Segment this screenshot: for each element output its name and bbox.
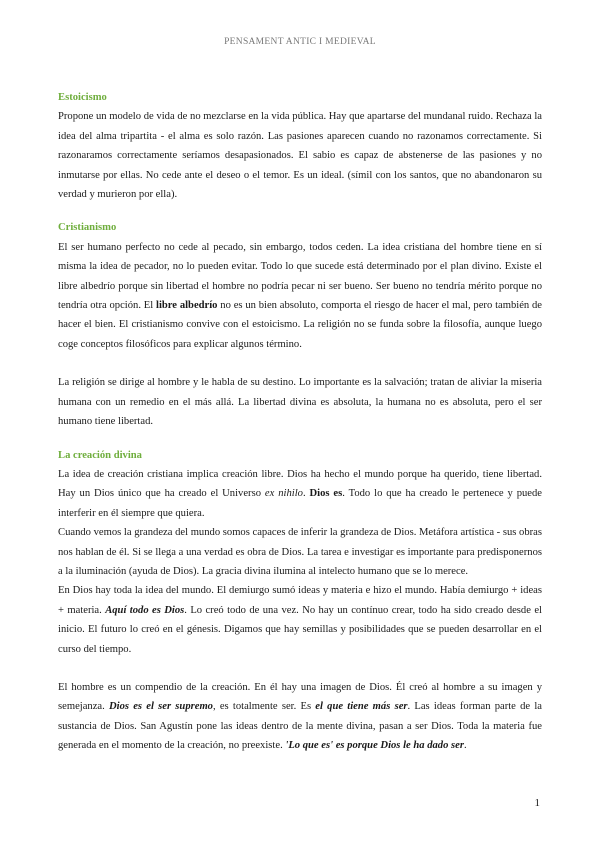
text-run: . xyxy=(464,740,467,752)
text-run: no es un bien absoluto, comporta el riesgo de hacer el mal, pero también de hacer el bien. El cristianismo convive con el estoicismo. La religión no se funda sobre la filosofía, aunque luego coge conceptos filosóficos para explicar algunos término. xyxy=(58,300,542,350)
bold-italic-term-aqui-todo-es-dios: Aquí todo es Dios xyxy=(105,604,185,616)
page-number: 1 xyxy=(534,797,540,809)
bold-italic-quote-lo-que-es: 'Lo que es' es porque Dios le ha dado ser xyxy=(285,740,464,752)
paragraph-creacion-1 xyxy=(58,465,542,523)
text-run: El hombre es un compendio de la creación. En él hay una imagen de Dios. Él creó al hombre a su imagen y semejanza. xyxy=(58,681,542,713)
paragraph-cristianismo-1 xyxy=(58,238,542,354)
document-body xyxy=(58,88,542,756)
bold-italic-term-mas-ser: el que tiene más ser xyxy=(315,701,408,713)
paragraph-creacion-3 xyxy=(58,581,542,659)
bold-italic-term-ser-supremo: Dios es el ser supremo xyxy=(108,701,213,713)
paragraph-creacion-4 xyxy=(58,678,542,756)
text-run: La idea de creación cristiana implica creación libre. Dios ha hecho el mundo porque ha querido, tiene libertad. Hay un Dios único que ha creado el Universo xyxy=(58,468,542,500)
text-run: . Lo creó todo de una vez. No hay un contínuo crear, todo ha sido creado desde el inicio. El futuro lo creó en el génesis. Digamos que hay semillas y posibilidades que se pueden desarrollar en el curso del tiempo. xyxy=(58,604,542,655)
section-heading-cristianismo: Cristianismo xyxy=(58,222,117,234)
page-header: PENSAMENT ANTIC I MEDIEVAL xyxy=(224,37,376,47)
italic-term-ex-nihilo: ex nihilo xyxy=(264,488,303,500)
text-run: El ser humano perfecto no cede al pecado, sin embargo, todos ceden. La idea cristiana del hombre tiene en sí misma la idea de pecador, no lo pueden evitar. Todo lo que sucede está determinado por el plan divino. Existe el libre albedrío porque sin libertad el hombre no podría pecar ni ser bueno. Ser bueno no tendría mérito porque no tendría otra opción. El xyxy=(58,241,542,312)
section-heading-estoicismo: Estoicismo xyxy=(58,92,107,103)
bold-term-dios-es: Dios es xyxy=(309,488,343,500)
text-run: , es totalmente ser. Es xyxy=(212,701,316,713)
paragraph-estoicismo: Propone un modelo de vida de no mezclarse en la vida pública. Hay que apartarse del mundanal ruido. Rechaza la idea del alma tripartita - el alma es solo razón. Las pasiones aparecen cuando no razonamos correctamente. Si razonaramos correctamente seríamos desapasionados. El sabio es capaz de abstenerse de las pasiones y no inmutarse por ellas. No cede ante el deseo o el temor. Es un ideal. (símil con los santos, que no abandonaron su verdad y murieron por ella). xyxy=(58,111,542,201)
bold-term-libre-albedrio: libre albedrío xyxy=(156,300,218,312)
paragraph-cristianismo-2: La religión se dirige al hombre y le habla de su destino. Lo importante es la salvación; tratan de aliviar la miseria humana con un remedio en el más allá. La libertad divina es absoluta, la humana no es absoluta, pero el ser humano tiene libertad. xyxy=(58,377,542,428)
paragraph-creacion-2: Cuando vemos la grandeza del mundo somos capaces de inferir la grandeza de Dios. Metáfora artística - sus obras nos hablan de él. Si se llega a una verdad es obra de Dios. La tarea e investigar es importante para predisponernos a la iluminación (ayuda de Dios). La gracia divina ilumina al intelecto humano que se lo merece. xyxy=(58,527,542,577)
text-run: . xyxy=(302,488,310,500)
text-run: . Las ideas forman parte de la sustancia de Dios. San Agustín pone las ideas dentro de la mente divina, pasan a ser Dios. Toda la materia fue generada en el momento de la creación, no preexiste. xyxy=(58,701,542,752)
text-run: En Dios hay toda la idea del mundo. El demiurgo sumó ideas y materia e hizo el mundo. Había demiurgo + ideas + materia. xyxy=(58,585,542,616)
section-heading-creacion: La creación divina xyxy=(58,449,142,461)
text-run: . Todo lo que ha creado le pertenece y puede interferir en él siempre que quiera. xyxy=(58,488,543,519)
